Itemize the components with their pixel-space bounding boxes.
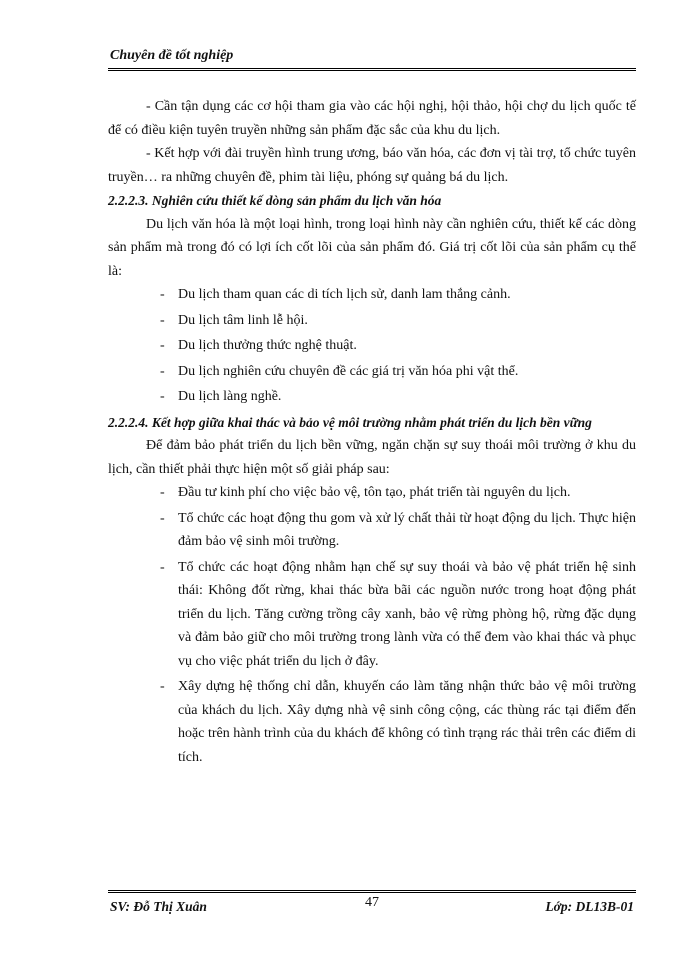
header-title: Chuyên đề tốt nghiệp bbox=[110, 48, 234, 63]
dash-bullet: - bbox=[160, 338, 165, 353]
paragraph-promotion-fairs: - Cần tận dụng các cơ hội tham gia vào các hội nghị, hội thảo, hội chợ du lịch quốc tế để có điều kiện tuyên truyền những sản phẩm đặc sắc của khu du lịch. bbox=[108, 99, 636, 138]
list-item: - Du lịch làng nghề. bbox=[108, 385, 636, 409]
list-item: - Đầu tư kinh phí cho việc bảo vệ, tôn tạo, phát triển tài nguyên du lịch. bbox=[108, 481, 636, 505]
paragraph-cultural-tourism-intro: Du lịch văn hóa là một loại hình, trong loại hình này cần nghiên cứu, thiết kế các dòng sản phẩm mà trong đó có lợi ích cốt lõi của sản phẩm đó. Giá trị cốt lõi của sản phẩm cụ thể là: bbox=[108, 216, 636, 279]
list-item: - Tổ chức các hoạt động nhằm hạn chế sự suy thoái và bảo vệ phát triển hệ sinh thái: Không đốt rừng, khai thác bừa bãi các nguồn nước trong hoạt động phát triển du lịch. Tăng cường trồng cây xanh, bảo vệ rừng phòng hộ, rừng đặc dụng và đảm bảo giữ cho môi trường trong lành vừa có thể đem vào khai thác và phục vụ cho việc phát triển du lịch ở đây. bbox=[108, 556, 636, 674]
environment-solutions-list bbox=[108, 481, 636, 769]
dash-bullet: - bbox=[160, 679, 165, 694]
cultural-tourism-list bbox=[108, 283, 636, 409]
dash-bullet: - bbox=[160, 312, 165, 328]
section-heading-environment: 2.2.2.4. Kết hợp giữa khai thác và bảo vệ môi trường nhằm phát triển du lịch bền vững bbox=[108, 414, 592, 430]
dash-bullet: - bbox=[160, 363, 165, 379]
dash-bullet: - bbox=[160, 287, 165, 302]
paragraph-environment-intro: Để đảm bảo phát triển du lịch bền vững, ngăn chặn sự suy thoái môi trường ở khu du lịch, cần thiết phải thực hiện một số giải pháp sau: bbox=[108, 438, 636, 477]
list-item: - Du lịch tâm linh lễ hội. bbox=[108, 309, 636, 333]
dash-bullet: - bbox=[160, 485, 165, 500]
list-item: - Du lịch tham quan các di tích lịch sử, danh lam thắng cảnh. bbox=[108, 283, 636, 307]
footer-class: Lớp: DL13B-01 bbox=[545, 899, 634, 914]
page-header bbox=[108, 42, 636, 71]
list-item: - Xây dựng hệ thống chỉ dẫn, khuyến cáo làm tăng nhận thức bảo vệ môi trường của khách du lịch. Xây dựng nhà vệ sinh công cộng, các thùng rác tại điểm đến hoặc trên hành trình của du khách để không có tình trạng rác thải trên các điểm di tích. bbox=[108, 675, 636, 769]
page-number: 47 bbox=[365, 895, 379, 910]
paragraph-promotion-media: - Kết hợp với đài truyền hình trung ương, báo văn hóa, các đơn vị tài trợ, tổ chức tuyên truyền… ra những chuyên đề, phim tài liệu, phóng sự quảng bá du lịch. bbox=[108, 146, 636, 185]
footer-author: SV: Đỗ Thị Xuân bbox=[110, 899, 207, 914]
list-item: - Du lịch nghiên cứu chuyên đề các giá trị văn hóa phi vật thể. bbox=[108, 360, 636, 384]
section-heading-cultural-tourism: 2.2.2.3. Nghiên cứu thiết kế dòng sản phẩm du lịch văn hóa bbox=[108, 193, 442, 208]
list-item: - Du lịch thưởng thức nghệ thuật. bbox=[108, 334, 636, 358]
dash-bullet: - bbox=[160, 389, 165, 404]
page-footer bbox=[108, 890, 636, 923]
dash-bullet: - bbox=[160, 510, 165, 526]
list-item: - Tổ chức các hoạt động thu gom và xử lý chất thải từ hoạt động du lịch. Thực hiện đảm bảo vệ sinh môi trường. bbox=[108, 507, 636, 554]
page-content bbox=[108, 95, 636, 771]
dash-bullet: - bbox=[160, 559, 165, 575]
